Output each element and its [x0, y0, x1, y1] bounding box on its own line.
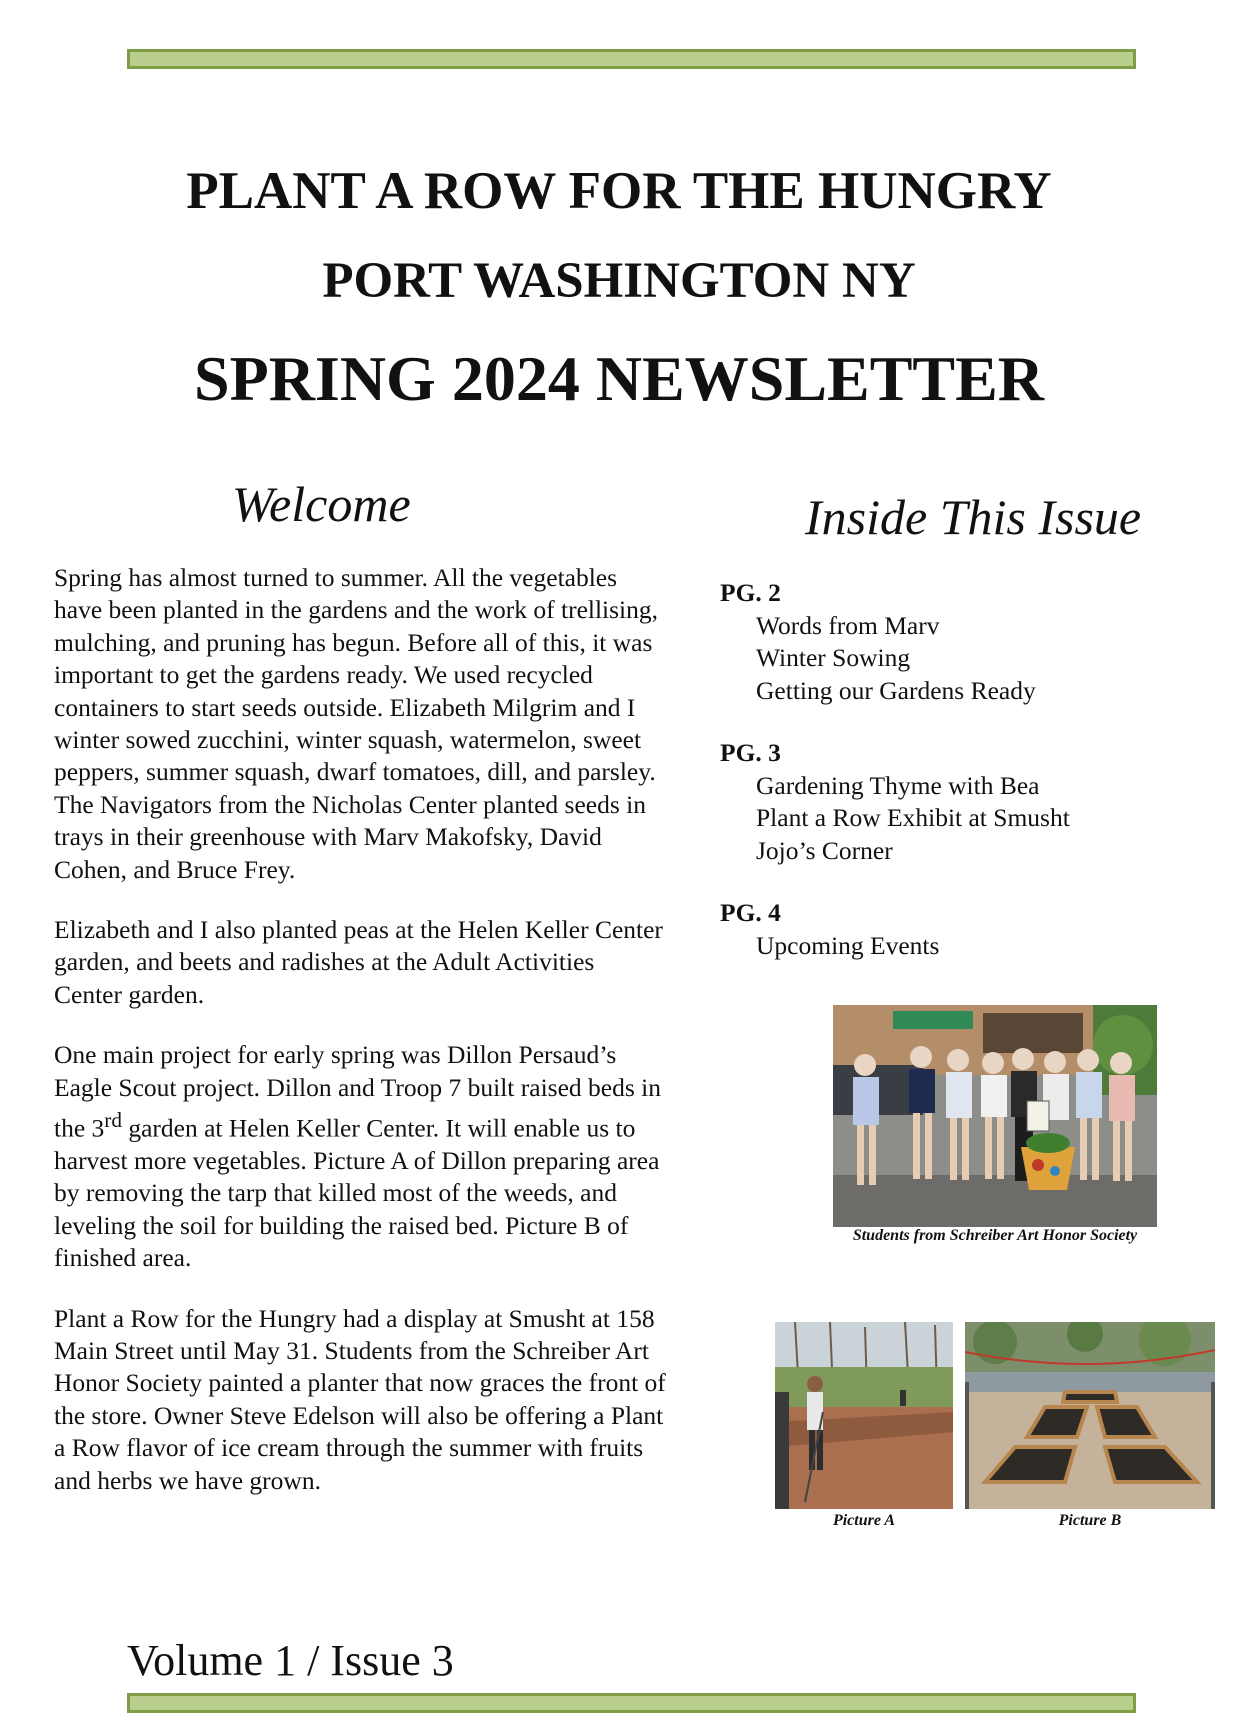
ordinal-suffix: rd: [104, 1108, 122, 1133]
toc-page-label: PG. 4: [720, 898, 781, 927]
toc-entry[interactable]: Getting our Gardens Ready: [756, 675, 1036, 705]
students-photo-caption: Students from Schreiber Art Honor Society: [852, 1227, 1138, 1244]
picture-b-illustration: [965, 1322, 1215, 1509]
inside-issue-heading: Inside This Issue: [805, 489, 1142, 545]
toc-group-page-3: [720, 737, 1160, 867]
toc-entry[interactable]: Upcoming Events: [756, 930, 940, 960]
picture-b-caption: Picture B: [1058, 1512, 1122, 1529]
welcome-article: [54, 562, 666, 1525]
toc-entry[interactable]: Gardening Thyme with Bea: [756, 770, 1040, 800]
welcome-paragraph-3: [54, 1039, 666, 1274]
students-photo: [833, 1005, 1157, 1227]
welcome-paragraph-1: Spring has almost turned to summer. All the vegetables have been planted in the gardens and the work of trellising, mulching, and pruning has begun. Before all of this, it was important to get the gardens ready. We used recycled containers to start seeds outside. Elizabeth Milgrim and I winter sowed zucchini, winter squash, watermelon, sweet peppers, summer squash, dwarf tomatoes, dill, and parsley. The Navigators from the Nicholas Center planted seeds in trays in their greenhouse with Marv Makofsky, David Cohen, and Bruce Frey.: [54, 563, 659, 884]
toc-page-label: PG. 2: [720, 578, 781, 607]
welcome-paragraph-2: Elizabeth and I also planted peas at the Helen Keller Center garden, and beets and radishes at the Adult Activities Center garden.: [54, 915, 663, 1009]
title-location: PORT WASHINGTON NY: [322, 253, 916, 309]
students-photo-illustration: [833, 1005, 1157, 1227]
picture-a-photo: [775, 1322, 953, 1509]
volume-issue-label: Volume 1 / Issue 3: [127, 1636, 454, 1685]
title-organization: PLANT A ROW FOR THE HUNGRY: [186, 162, 1052, 220]
welcome-heading: Welcome: [232, 476, 411, 532]
bottom-green-bar: [127, 1693, 1136, 1713]
toc-entry[interactable]: Words from Marv: [756, 610, 940, 640]
paragraph-3-part-1: One main project for early spring was Dillon Persaud’s Eagle Scout project. Dillon and Troop 7 built raised beds in the 3: [54, 1040, 661, 1143]
toc-entry[interactable]: Plant a Row Exhibit at Smusht: [756, 803, 1070, 832]
paragraph-3-part-2: garden at Helen Keller Center. It will enable us to harvest more vegetables. Picture A of Dillon preparing area by removing the tarp that killed most of the weeds, and leveling the soil for building the raised bed. Picture B of finished area.: [54, 1113, 660, 1273]
toc-page-label: PG. 3: [720, 738, 781, 767]
picture-a-caption: Picture A: [832, 1512, 896, 1529]
table-of-contents: [720, 577, 1160, 992]
top-green-bar: [127, 49, 1136, 69]
title-newsletter: SPRING 2024 NEWSLETTER: [194, 343, 1044, 414]
toc-group-page-2: [720, 577, 1160, 707]
toc-group-page-4: [720, 897, 1160, 962]
toc-entry[interactable]: Jojo’s Corner: [756, 835, 893, 865]
picture-a-illustration: [775, 1322, 953, 1509]
picture-b-photo: [965, 1322, 1215, 1509]
toc-entry[interactable]: Winter Sowing: [756, 643, 911, 672]
welcome-paragraph-4: Plant a Row for the Hungry had a display at Smusht at 158 Main Street until May 31. Students from the Schreiber Art Honor Society painted a planter that now graces the front of the store. Owner Steve Edelson will also be offering a Plant a Row flavor of ice cream through the summer with fruits and herbs we have grown.: [54, 1303, 666, 1495]
